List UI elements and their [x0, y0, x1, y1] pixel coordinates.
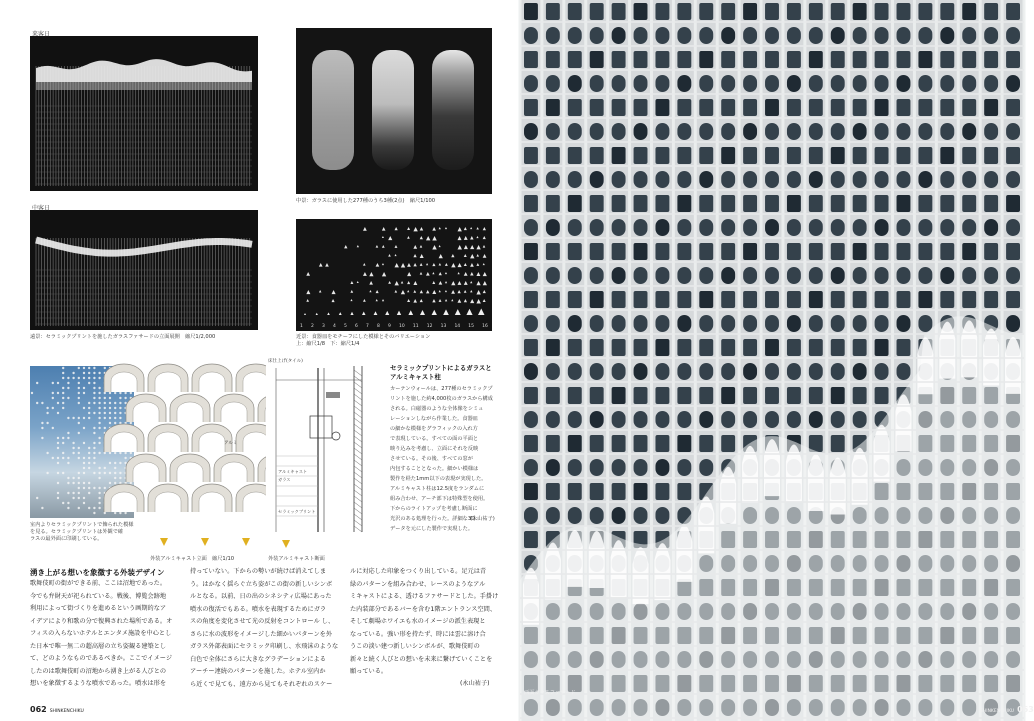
- page-label: SHINKENCHIKU: [49, 709, 84, 714]
- text-line: 緑のパターンを組み合わせ、レースのようなアル: [350, 580, 486, 588]
- text-line: 内包することとなった。細かい模様は: [390, 466, 479, 472]
- light-icon: [201, 538, 209, 546]
- text-line: ガラス外部表面にセラミック印刷し、水飛沫のような: [190, 643, 339, 650]
- pattern-number: 14: [454, 324, 461, 329]
- sidebar-heading-line1: セラミックプリントによるガラスと: [390, 364, 492, 372]
- text-line: 組み合わせ、アーチ部下は特殊型を使用。: [390, 496, 489, 502]
- pattern-number: 4: [333, 324, 336, 329]
- text-line: 歌舞伎町の街ができる前、ここは沼地であった。: [30, 580, 167, 587]
- text-line: ルとなる。以前、日の出のシネシティ広場にあった: [190, 593, 332, 600]
- photo-caption: 西面ガラスファサード: [524, 690, 576, 696]
- pattern-number: 5: [344, 324, 347, 329]
- pattern-number: 7: [366, 324, 369, 329]
- text-line: レーションしながら作業した。食器皿: [390, 416, 478, 422]
- pattern-number: 13: [440, 324, 447, 329]
- text-line: 持っていない。下からの勢いが続けば消えてしま: [190, 568, 327, 575]
- text-line: フィスの入らないホテルとエンタメ施設を中心とし: [30, 630, 172, 637]
- body-author: (永山祐子): [460, 680, 490, 687]
- figure-tag: 来客日: [32, 31, 51, 38]
- section-caption: 外装アルミキャスト断面: [268, 556, 325, 562]
- text-line: 今でも弁財天が祀られている。戦後、博覧会跡地: [30, 592, 167, 600]
- right-page-facade-photo: [520, 0, 1034, 721]
- elevation-caption: 外装アルミキャスト立面 縮尺1/10: [150, 556, 235, 562]
- text-line: スの角度を変化させて光の反射をコントロール し、: [190, 618, 335, 625]
- text-line: リントを施した約4,000枚のガラスから構成: [390, 396, 493, 402]
- photo-caption-line1: 室内よりセラミックプリントで飾られた模様: [30, 522, 134, 528]
- page-number-value: 063: [1017, 705, 1034, 714]
- text-line: ミキャストによる、透けるファサードとした。手掛け: [350, 593, 499, 600]
- text-line: の細かな模様をグラフィックの入れ方: [390, 426, 478, 432]
- section-label-aluminium: アルミキャスト: [278, 469, 308, 474]
- pattern-variation-svg: [296, 219, 492, 331]
- pattern-number: 15: [468, 324, 475, 329]
- text-line: 映り込みを考慮し、立面にそれを反映: [390, 446, 479, 452]
- pattern-number: 16: [482, 324, 488, 329]
- glass-panels-svg: [296, 28, 492, 194]
- glass-panel-2: [372, 50, 414, 170]
- pattern-number: 1: [300, 324, 303, 329]
- pattern-number: 8: [377, 324, 380, 329]
- text-line: イデアにより和歌の分で復興された場所である。オ: [30, 617, 173, 625]
- pattern-number: 3: [322, 324, 325, 329]
- text-line: カーテンウォールは、277種のセラミックプ: [390, 386, 493, 392]
- pattern-number: 11: [412, 324, 419, 329]
- page-number-value: 062: [30, 705, 47, 714]
- pattern-number: 12: [426, 324, 433, 329]
- light-icon: [282, 540, 290, 548]
- text-line: そして劇場ホワイエも水のイメージの派生表現と: [350, 618, 486, 625]
- text-line: 新々と続く人びとの想いを未来に繋げていくことを: [350, 655, 493, 663]
- sidebar-author: (永山祐子): [470, 516, 495, 522]
- figure-tag: 中客日: [32, 205, 51, 212]
- text-line: なっている。強い形を持たず、時には雲に溶け合: [350, 630, 486, 638]
- left-page-number: [30, 705, 84, 714]
- glass-panel-1: [312, 50, 354, 170]
- text-line: 願っている。: [350, 668, 388, 675]
- body-column-2: [190, 566, 342, 691]
- pattern-variation-figure: [296, 219, 492, 331]
- facade-elevation-upper: [30, 31, 258, 191]
- facade-elevation-lower: [30, 205, 258, 330]
- section-light-icon-wrap: [282, 540, 290, 548]
- elevation-light-icons: [160, 538, 250, 546]
- text-line: データを元にした製作で実現した。: [390, 526, 474, 532]
- photo-caption-line2: を見る。セラミックプリントは外観で確: [30, 529, 124, 535]
- body-column-3: [350, 566, 500, 679]
- text-line: アルミキャスト柱は12.5度をランダムに: [390, 486, 485, 492]
- pattern-caption-line1: 近景：食器皿をモチーフにした模様とそのバリエーション: [296, 334, 431, 340]
- text-line: 光沢のある処理を行った。詳細な3D: [390, 516, 476, 522]
- elev-material-label: アルミ: [224, 441, 238, 446]
- text-line: させている。その後、すべての窓が: [390, 456, 473, 462]
- right-page-number: [980, 705, 1034, 714]
- sidebar-heading-line2: アルミキャスト柱: [390, 373, 441, 381]
- glass-caption: 中景：ガラスに使用した277種のうち3種(2点) 縮尺1/100: [296, 198, 436, 204]
- sidebar-body: [390, 384, 510, 534]
- facade-elevation-top-svg: [30, 36, 258, 191]
- text-line: ルに対応した印象をつくり出している。足元は青: [350, 568, 487, 575]
- text-line: 白色で全体にさらに大きなグラデーションによる: [190, 655, 326, 663]
- light-icon: [160, 538, 168, 546]
- section-top-note: 床仕上げ(タイル): [268, 359, 303, 364]
- aluminium-section-drawing: [266, 356, 382, 536]
- text-line: 製作を経た1mm以下の表現が実現した。: [390, 476, 487, 482]
- glass-panels-figure: [296, 28, 492, 194]
- text-line: て、どのようなものであるべきか。ここでイメージ: [30, 655, 173, 662]
- pattern-number-row: [300, 324, 488, 329]
- text-line: される。白磁器のような全体像をシミュ: [390, 406, 484, 412]
- aluminium-elevation-svg: [148, 364, 254, 512]
- facade-photo-svg: [520, 0, 1024, 721]
- text-line: アーチー連続のパターンを施した。ホテル室内か: [190, 668, 326, 675]
- pattern-number: 2: [311, 324, 314, 329]
- glass-panel-3: [432, 50, 474, 170]
- text-line: た内装部分であるバーを含む1階エントランス空間、: [350, 605, 497, 613]
- text-line: 想いを象徴するような噴水であった。噴水は形を: [30, 680, 167, 687]
- text-line: したのは歌舞伎町の沼地から湧き上がる人びとの: [30, 667, 167, 675]
- text-line: う。はかなく揺らぐ立ち姿がこの街の新しいシンボ: [190, 580, 333, 588]
- page-label: SHINKENCHIKU: [980, 709, 1015, 714]
- text-line: うこの淡い建つ新しいシンボルが、歌舞伎町の: [350, 643, 480, 650]
- facade-elevation-bottom-svg: [30, 210, 258, 330]
- text-line: 利用によって街づくりを進めるという画期的なア: [30, 605, 167, 612]
- light-icon: [242, 538, 250, 546]
- aluminium-elevation-drawing: [148, 364, 254, 512]
- pattern-number: 6: [355, 324, 358, 329]
- section-title: 湧き上がる想いを象徴する外装デザイン: [30, 568, 165, 577]
- facade-caption: 遠景：セラミックプリントを施したガラスファサードの立面展開 縮尺1/2,000: [30, 334, 216, 340]
- photo-caption-line3: ラスの最外面に印刷している。: [30, 536, 103, 542]
- pattern-number: 10: [399, 324, 405, 329]
- section-label-ceramic: セラミックプリント: [278, 509, 316, 514]
- text-line: ら近くで見ても、遠方から見てもそれぞれのスケー: [190, 680, 333, 688]
- text-line: 噴水の復活でもある。噴水を表現するためにガラ: [190, 605, 327, 613]
- pattern-caption-line2: 上：縮尺1/8 下：縮尺1/4: [296, 341, 360, 347]
- pattern-number: 9: [388, 324, 391, 329]
- text-line: で表現している。すべての面の平面と: [390, 436, 479, 442]
- text-line: 下からのライトアップを考慮し断面に: [390, 506, 478, 512]
- text-line: た日本で唯一無二の超高層の立ち姿観る建築とし: [30, 642, 167, 650]
- body-column-1: [30, 578, 182, 691]
- section-label-glass: ガラス: [278, 477, 291, 482]
- text-line: さらに水の波形をイメージした細かいパターンを外: [190, 630, 333, 638]
- facade-elevation-figure: [30, 30, 258, 330]
